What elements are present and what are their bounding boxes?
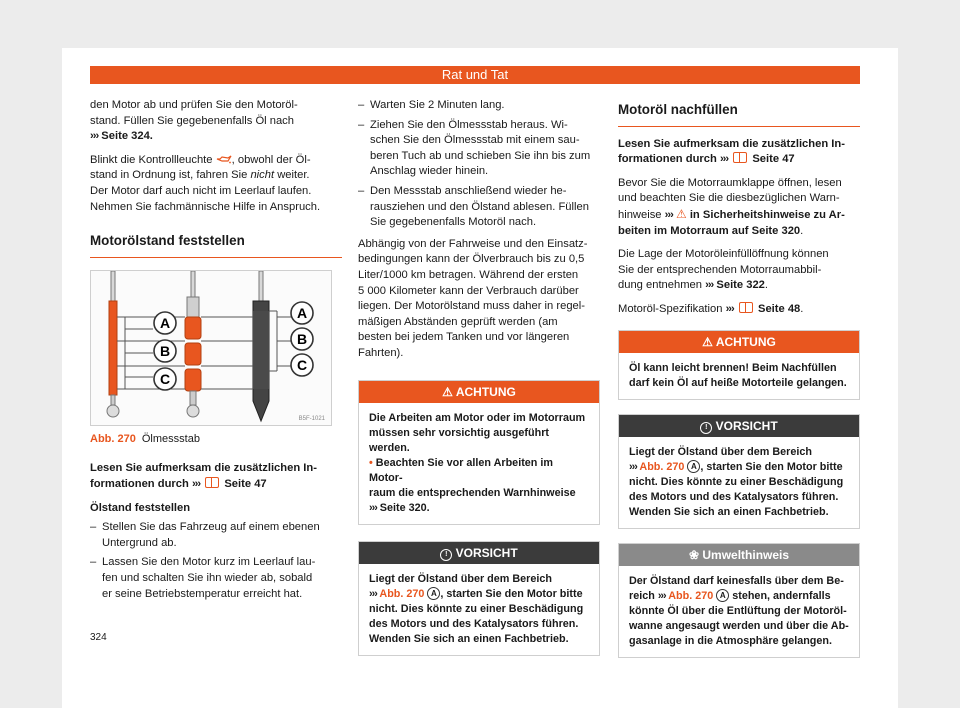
additional-info-note: Lesen Sie aufmerksam die zusätzlichen In- formationen durch ››› Seite 47 <box>618 137 845 166</box>
link-safety-notes[interactable]: in Sicherheitshinweise zu Ar- <box>689 208 845 221</box>
warning-triangle-icon: ⚠ <box>675 206 687 221</box>
figure-label-c-right: C <box>296 356 308 373</box>
bullet-icon: • <box>369 456 373 469</box>
figure-label-c-left: C <box>159 370 171 387</box>
book-icon <box>205 477 219 488</box>
consumption-paragraph: Abhängig von der Fahrweise und den Einsatz- bedingungen kann der Ölverbrauch bis zu 0,5 Liter/1000 km betragen. Während der ersten 5 000 Kilometer kann der Verbrauch darüber liegen. Der Motorölstand muss daher in regel- mäßigen Abständen geprüft werden (am besten bei jedem Tanken und vor längeren Fahrten). <box>358 237 588 359</box>
caution-title: VORSICHT <box>715 418 778 433</box>
warning-title: ACHTUNG <box>455 384 516 399</box>
section-title-oil-level: Motorölstand feststellen <box>90 233 342 258</box>
environment-title: Umwelthinweis <box>702 547 790 562</box>
warning-triangle-icon: ⚠ <box>442 384 453 399</box>
figure-label-b-right: B <box>296 330 308 347</box>
caution-title: VORSICHT <box>455 545 518 560</box>
page-number: 324 <box>90 632 107 643</box>
list-item: – Ziehen Sie den Ölmessstab heraus. Wi- schen Sie den Ölmessstab mit einem sau- beren Tuch ab und schieben Sie ihn bis zum Anschlag wieder hinein. <box>358 118 600 180</box>
environment-box: ❀ Umwelthinweis Der Ölstand darf keinesfalls über dem Be- reich ››› Abb. 270 A stehen, andernfalls könnte Öl über die Entlüftung der Motoröl- wanne angesaugt werden und über die Ab- gasanlage in die Atmosphäre gelangen. <box>618 543 860 658</box>
warning-triangle-icon: ⚠ <box>702 334 713 349</box>
link-fig-270[interactable]: Abb. 270 <box>668 589 714 602</box>
link-fig-270[interactable]: Abb. 270 <box>639 460 685 473</box>
dipstick-illustration <box>91 271 331 425</box>
intro-paragraph: den Motor ab und prüfen Sie den Motoröl- stand. Füllen Sie gegebenenfalls Öl nach ››› Seite 324. <box>90 99 298 143</box>
figure-caption: Abb. 270 Ölmessstab <box>90 432 200 445</box>
warning-lamp-paragraph: Blinkt die Kontrollleuchte , obwohl der Öl- stand in Ordnung ist, fahren Sie nicht weiter. Der Motor darf auch nicht im Leerlauf laufen. Nehmen Sie fachmännische Hilfe in Anspruch. <box>90 153 321 213</box>
oil-lamp-icon <box>216 155 232 164</box>
link-page-322[interactable]: Seite 322 <box>716 279 765 292</box>
info-circle-icon: ! <box>700 422 712 434</box>
filler-location-paragraph: Die Lage der Motoröleinfüllöffnung können Sie der entsprechenden Motorraumabbil- dung entnehmen ››› Seite 322. <box>618 248 829 292</box>
link-page-48[interactable]: Seite 48 <box>757 302 801 315</box>
caution-box: ! VORSICHT Liegt der Ölstand über dem Bereich ››› Abb. 270 A , starten Sie den Motor bitte nicht. Dies könnte zu einer Beschädigung des Motors und des Katalysators führen. Wenden Sie sich an einen Fachbetrieb. <box>618 414 860 529</box>
column-2 <box>358 98 600 656</box>
steps-list-1 <box>90 520 342 602</box>
figure-code: B5F-1021 <box>298 415 325 422</box>
caution-box: ! VORSICHT Liegt der Ölstand über dem Bereich ››› Abb. 270 A , starten Sie den Motor bitte nicht. Dies könnte zu einer Beschädigung des Motors und des Katalysators führen. Wenden Sie sich an einen Fachbetrieb. <box>358 541 600 656</box>
list-item: – Warten Sie 2 Minuten lang. <box>358 98 600 114</box>
info-circle-icon: ! <box>440 549 452 561</box>
link-page-47[interactable]: Seite 47 <box>752 153 795 166</box>
list-item: – Stellen Sie das Fahrzeug auf einem ebenen Untergrund ab. <box>90 520 342 551</box>
list-item: – Den Messstab anschließend wieder he- rausziehen und den Ölstand ablesen. Füllen Sie gegebenenfalls Motoröl nach. <box>358 184 600 231</box>
warning-title: ACHTUNG <box>715 334 776 349</box>
subhead-oil-level: Ölstand feststellen <box>90 501 191 514</box>
section-title-refill: Motoröl nachfüllen <box>618 102 860 127</box>
figure-label-a-left: A <box>159 314 171 331</box>
environment-icon: ❀ <box>688 547 700 562</box>
dipstick-figure <box>90 270 332 426</box>
figure-label-b-left: B <box>159 342 171 359</box>
book-icon <box>733 152 747 163</box>
column-3 <box>618 98 860 658</box>
book-icon <box>739 302 753 313</box>
warning-box: ⚠ ACHTUNG Die Arbeiten am Motor oder im Motorraum müssen sehr vorsichtig ausgeführt werden. • Beachten Sie vor allen Arbeiten im Motor- raum die entsprechenden Warnhinweise ››› Seite 320. <box>358 380 600 525</box>
spec-paragraph: Motoröl-Spezifikation ››› Seite 48. <box>618 302 804 315</box>
additional-info-note: Lesen Sie aufmerksam die zusätzlichen In- formationen durch ››› Seite 47 <box>90 462 317 490</box>
header-bar: Rat und Tat <box>90 66 860 84</box>
hood-paragraph: Bevor Sie die Motorraumklappe öffnen, lesen und beachten Sie die diesbezüglichen Warn- hinweise ››› ⚠ in Sicherheitshinweise zu Ar- beiten im Motorraum auf Seite 320. <box>618 176 845 237</box>
figure-label-a-right: A <box>296 304 308 321</box>
link-fig-270[interactable]: Abb. 270 <box>379 587 425 600</box>
link-page-47[interactable]: Seite 47 <box>224 477 267 490</box>
warning-box: ⚠ ACHTUNG Öl kann leicht brennen! Beim Nachfüllen darf kein Öl auf heiße Motorteile gelangen. <box>618 330 860 400</box>
column-1 <box>90 98 342 608</box>
link-page-320[interactable]: Seite 320. <box>379 501 430 514</box>
steps-list-2 <box>358 98 600 231</box>
list-item: – Lassen Sie den Motor kurz im Leerlauf lau- fen und schalten Sie ihn wieder ab, sobald er seine Betriebstemperatur erreicht hat. <box>90 555 342 602</box>
